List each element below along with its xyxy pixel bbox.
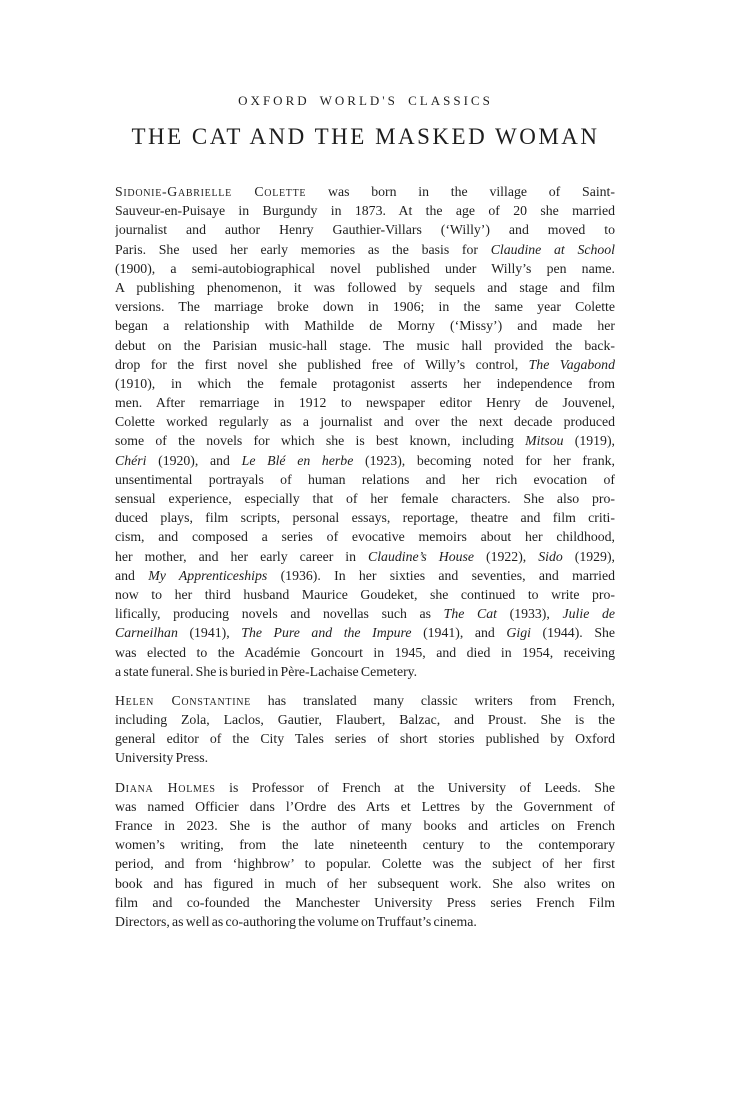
text-segment: a state funeral. She is buried in Père-Lachaise Cemetery.	[115, 663, 418, 679]
text-segment: is Professor of French at the University of Leeds. She	[215, 779, 615, 795]
text-line	[115, 874, 615, 893]
text-segment: women’s writing, from the late nineteenth century to the contemporary	[115, 837, 615, 853]
text-segment: (1944). She	[530, 625, 615, 641]
text-line	[115, 259, 615, 278]
text-segment: including Zola, Laclos, Gautier, Flaubert, Balzac, and Proust. She is the	[115, 712, 615, 728]
text-segment: her mother, and her early career in	[115, 548, 369, 564]
text-line	[115, 451, 615, 470]
text-line	[115, 623, 615, 642]
text-segment: (1941), and	[411, 625, 507, 641]
text-segment: versions. The marriage broke down in 1906; in the same year Colette	[115, 299, 615, 315]
text-line	[115, 566, 615, 585]
text-segment: now to her third husband Maurice Goudeket, she continued to write pro-	[115, 586, 615, 602]
text-segment: has translated many classic writers from French,	[250, 692, 615, 708]
author-biography-text	[115, 182, 615, 931]
paragraph	[115, 182, 615, 681]
text-line	[115, 240, 615, 259]
text-segment: (1933),	[496, 606, 563, 622]
book-title-inline: Gigi	[506, 625, 531, 641]
text-segment: (1920), and	[146, 452, 242, 468]
text-line	[115, 547, 615, 566]
text-line	[115, 201, 615, 220]
text-segment: (1923), becoming noted for her frank,	[353, 452, 615, 468]
text-line	[115, 729, 615, 748]
book-title-inline: My Apprenticeships	[148, 567, 268, 583]
text-segment: Colette worked regularly as a journalist and over the next decade produced	[115, 414, 615, 430]
text-line	[115, 835, 615, 854]
text-segment: duced plays, film scripts, personal essays, reportage, theatre and film criti-	[115, 510, 615, 526]
text-segment: drop for the first novel she published free of Willy’s control,	[115, 356, 529, 372]
text-segment: Directors, as well as co-authoring the volume on Truffaut’s cinema.	[115, 913, 477, 929]
text-line	[115, 816, 615, 835]
text-segment: was elected to the Académie Goncourt in 1945, and died in 1954, receiving	[115, 644, 615, 660]
text-line	[115, 220, 615, 239]
text-segment: some of the novels for which she is best known, including	[115, 433, 526, 449]
text-line	[115, 748, 615, 767]
text-line	[115, 527, 615, 546]
text-segment: and	[115, 567, 149, 583]
text-line	[115, 854, 615, 873]
text-segment: (1910), in which the female protagonist asserts her independence from	[115, 375, 615, 391]
book-title-inline: Carneilhan	[115, 625, 178, 641]
paragraph	[115, 778, 615, 932]
text-line	[115, 691, 615, 710]
text-line	[115, 278, 615, 297]
book-title-inline: Le Blé en herbe	[241, 452, 354, 468]
text-segment: debut on the Parisian music-hall stage. The music hall provided the back-	[115, 337, 615, 353]
text-segment: film and co-founded the Manchester University Press series French Film	[115, 894, 615, 910]
text-line	[115, 662, 615, 681]
text-line	[115, 182, 615, 201]
book-title-inline: The Pure and the Impure	[241, 625, 412, 641]
text-segment: period, and from ‘highbrow’ to popular. Colette was the subject of her first	[115, 856, 615, 872]
text-segment: sensual experience, especially that of her female characters. She also pro-	[115, 491, 615, 506]
text-segment: was born in the village of Saint-	[306, 184, 615, 199]
text-line	[115, 778, 615, 797]
person-name: Sidonie-Gabrielle Colette	[115, 184, 307, 199]
text-line	[115, 316, 615, 335]
text-line	[115, 393, 615, 412]
text-line	[115, 912, 615, 931]
text-line	[115, 643, 615, 662]
text-segment: journalist and author Henry Gauthier-Villars (‘Willy’) and moved to	[115, 222, 615, 238]
text-line	[115, 355, 615, 374]
series-imprint: OXFORD WORLD'S CLASSICS	[238, 93, 493, 108]
text-line	[115, 412, 615, 431]
text-segment: (1941),	[177, 625, 242, 641]
text-segment: Sauveur-en-Puisaye in Burgundy in 1873. At the age of 20 she married	[115, 203, 615, 219]
text-line	[115, 431, 615, 450]
text-segment: (1929),	[562, 548, 615, 564]
text-segment: (1919),	[563, 433, 615, 449]
person-name: Helen Constantine	[115, 692, 251, 708]
text-segment: was named Officier dans l’Ordre des Arts et Lettres by the Government of	[115, 798, 615, 814]
book-title-inline: Mitsou	[525, 433, 564, 449]
text-segment: book and has figured in much of her subsequent work. She also writes on	[115, 875, 615, 891]
text-segment: cism, and composed a series of evocative memoirs about her childhood,	[115, 529, 615, 545]
text-line	[115, 508, 615, 527]
text-segment: unsentimental portrayals of human relations and her rich evocation of	[115, 471, 615, 487]
text-line	[115, 710, 615, 729]
text-segment: began a relationship with Mathilde de Morny (‘Missy’) and made her	[115, 318, 615, 334]
text-line	[115, 374, 615, 393]
text-segment: University Press.	[115, 750, 209, 766]
text-line	[115, 470, 615, 489]
text-segment: (1922),	[474, 548, 539, 564]
text-segment: France in 2023. She is the author of many books and articles on French	[115, 818, 615, 833]
text-line	[115, 489, 615, 508]
text-segment: (1900), a semi-autobiographical novel published under Willy’s pen name.	[115, 260, 615, 276]
book-title: THE CAT AND THE MASKED WOMAN	[131, 124, 600, 149]
text-segment: general editor of the City Tales series of short stories published by Oxford	[115, 731, 615, 747]
text-line	[115, 297, 615, 316]
text-line	[115, 893, 615, 912]
text-segment: A publishing phenomenon, it was followed by sequels and stage and film	[115, 279, 615, 295]
book-title-inline: The Cat	[443, 606, 497, 622]
text-segment: Paris. She used her early memories as the basis for	[115, 241, 491, 257]
person-name: Diana Holmes	[115, 779, 216, 795]
text-line	[115, 336, 615, 355]
book-title-inline: Chéri	[115, 452, 147, 468]
text-line	[115, 585, 615, 604]
text-segment: (1936). In her sixties and seventies, and married	[267, 567, 615, 583]
text-line	[115, 604, 615, 623]
paragraph	[115, 691, 615, 768]
book-title-inline: Julie de	[562, 606, 615, 622]
book-title-inline: Claudine’s House	[368, 548, 475, 564]
book-title-inline: Sido	[538, 548, 563, 564]
text-line	[115, 797, 615, 816]
text-segment: men. After remarriage in 1912 to newspaper editor Henry de Jouvenel,	[115, 395, 615, 411]
text-segment: lifically, producing novels and novellas such as	[115, 606, 444, 622]
book-title-inline: Claudine at School	[490, 241, 615, 257]
book-title-inline: The Vagabond	[528, 356, 615, 372]
